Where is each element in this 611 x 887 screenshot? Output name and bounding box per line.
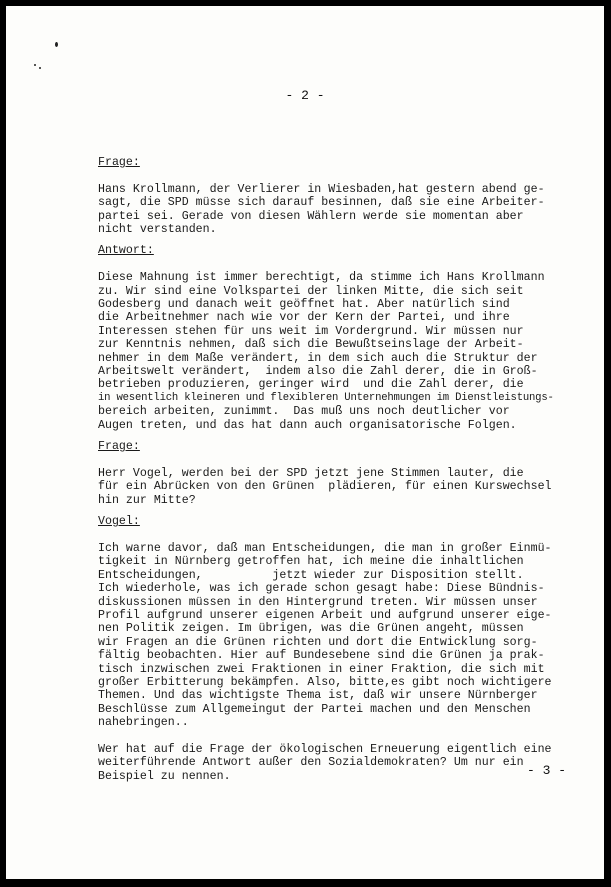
paragraph-line: fältig beobachten. Hier auf Bundesebene sind die Grünen ja prak- (98, 649, 545, 663)
paragraph-line: Wer hat auf die Frage der ökologischen Erneuerung eigentlich eine (98, 742, 552, 756)
paragraph-line: Beschlüsse zum Allgemeingut der Partei machen und den Menschen (98, 702, 531, 716)
scan-speck (39, 67, 41, 69)
paragraph-line: Herr Vogel, werden bei der SPD jetzt jene Stimmen lauter, die (98, 466, 524, 480)
paragraph-line: Augen treten, und das hat dann auch organisatorische Folgen. (98, 418, 517, 432)
paragraph-line: diskussionen müssen in den Hintergrund treten. Wir müssen unser (98, 595, 538, 609)
paragraph-line: Ich warne davor, daß man Entscheidungen, die man in großer Einmü- (98, 541, 552, 555)
section-heading-antwort: Antwort: (98, 244, 154, 258)
paragraph-line: Hans Krollmann, der Verlierer in Wiesbaden,hat gestern abend ge- (98, 182, 545, 196)
paragraph-line: nehmer in dem Maße verändert, in dem sich auch die Struktur der (98, 351, 538, 365)
paragraph-line: Ich wiederhole, was ich gerade schon gesagt habe: Diese Bündnis- (98, 582, 545, 596)
paragraph-line: Arbeitswelt verändert, indem also die Zahl derer, die in Groß- (98, 365, 538, 379)
scan-speck (34, 64, 36, 66)
paragraph-line: in wesentlich kleineren und flexibleren Unternehmungen im Dienstleistungs- (98, 391, 554, 404)
paragraph-line: nen Politik zeigen. Im übrigen, was die Grünen angeht, müssen (98, 622, 524, 636)
document-page (6, 6, 604, 879)
paragraph-line: Diese Mahnung ist immer berechtigt, da stimme ich Hans Krollmann (98, 271, 545, 285)
paragraph-line: tisch inzwischen zwei Fraktionen in einer Fraktion, die sich mit (98, 662, 545, 676)
paragraph-line: nicht verstanden. (98, 223, 217, 237)
paragraph-line: die Arbeitnehmer nach wie vor der Kern der Partei, und ihre (98, 311, 510, 325)
interview-text (98, 156, 588, 783)
paragraph-line: betrieben produzieren, geringer wird und die Zahl derer, die (98, 378, 524, 392)
section-heading-frage: Frage: (98, 156, 140, 169)
paragraph-line: Themen. Und das wichtigste Thema ist, daß wir unsere Nürnberger (98, 689, 538, 703)
paragraph-line: Interessen stehen für uns weit im Vordergrund. Wir müssen nur (98, 324, 524, 338)
paragraph-line: bereich arbeiten, zunimmt. Das muß uns noch deutlicher vor (98, 405, 510, 419)
section-heading-vogel: Vogel: (98, 515, 140, 529)
paragraph-line: wir Fragen an die Grünen richten und dort die Entwicklung sorg- (98, 635, 538, 649)
paragraph-line: nahebringen.. (98, 716, 189, 730)
page-number: - 2 - (285, 88, 325, 103)
paragraph-line: Godesberg und danach weit geöffnet hat. Aber natürlich sind (98, 298, 510, 312)
scan-speck (55, 42, 58, 47)
paragraph-line: für ein Abrücken von den Grünen plädieren, für einen Kurswechsel (98, 480, 552, 494)
paragraph-line: hin zur Mitte? (98, 493, 196, 507)
next-page-marker: - 3 - (526, 763, 566, 778)
paragraph-line: zur Kenntnis nehmen, daß sich die Bewußtseinslage der Arbeit- (98, 338, 524, 352)
paragraph-line: großer Erbitterung bekämpfen. Also, bitte,es gibt noch wichtigere (98, 675, 552, 689)
paragraph-line: Profil aufgrund unserer eigenen Arbeit und aufgrund unserer eige- (98, 608, 552, 622)
paragraph-line: tigkeit in Nürnberg getroffen hat, ich meine die inhaltlichen (98, 555, 524, 569)
paragraph-line: Entscheidungen, jetzt wieder zur Disposition stellt. (98, 568, 524, 582)
paragraph-line: partei sei. Gerade von diesen Wählern werde sie momentan aber (98, 209, 524, 223)
paragraph-line: zu. Wir sind eine Volkspartei der linken Mitte, die sich seit (98, 284, 524, 298)
paragraph-line: Beispiel zu nennen. (98, 769, 231, 783)
paragraph-line: sagt, die SPD müsse sich darauf besinnen, daß sie eine Arbeiter- (98, 196, 545, 210)
section-heading-frage: Frage: (98, 440, 140, 454)
paragraph-line: weiterführende Antwort außer den Sozialdemokraten? Um nur ein (98, 756, 524, 770)
